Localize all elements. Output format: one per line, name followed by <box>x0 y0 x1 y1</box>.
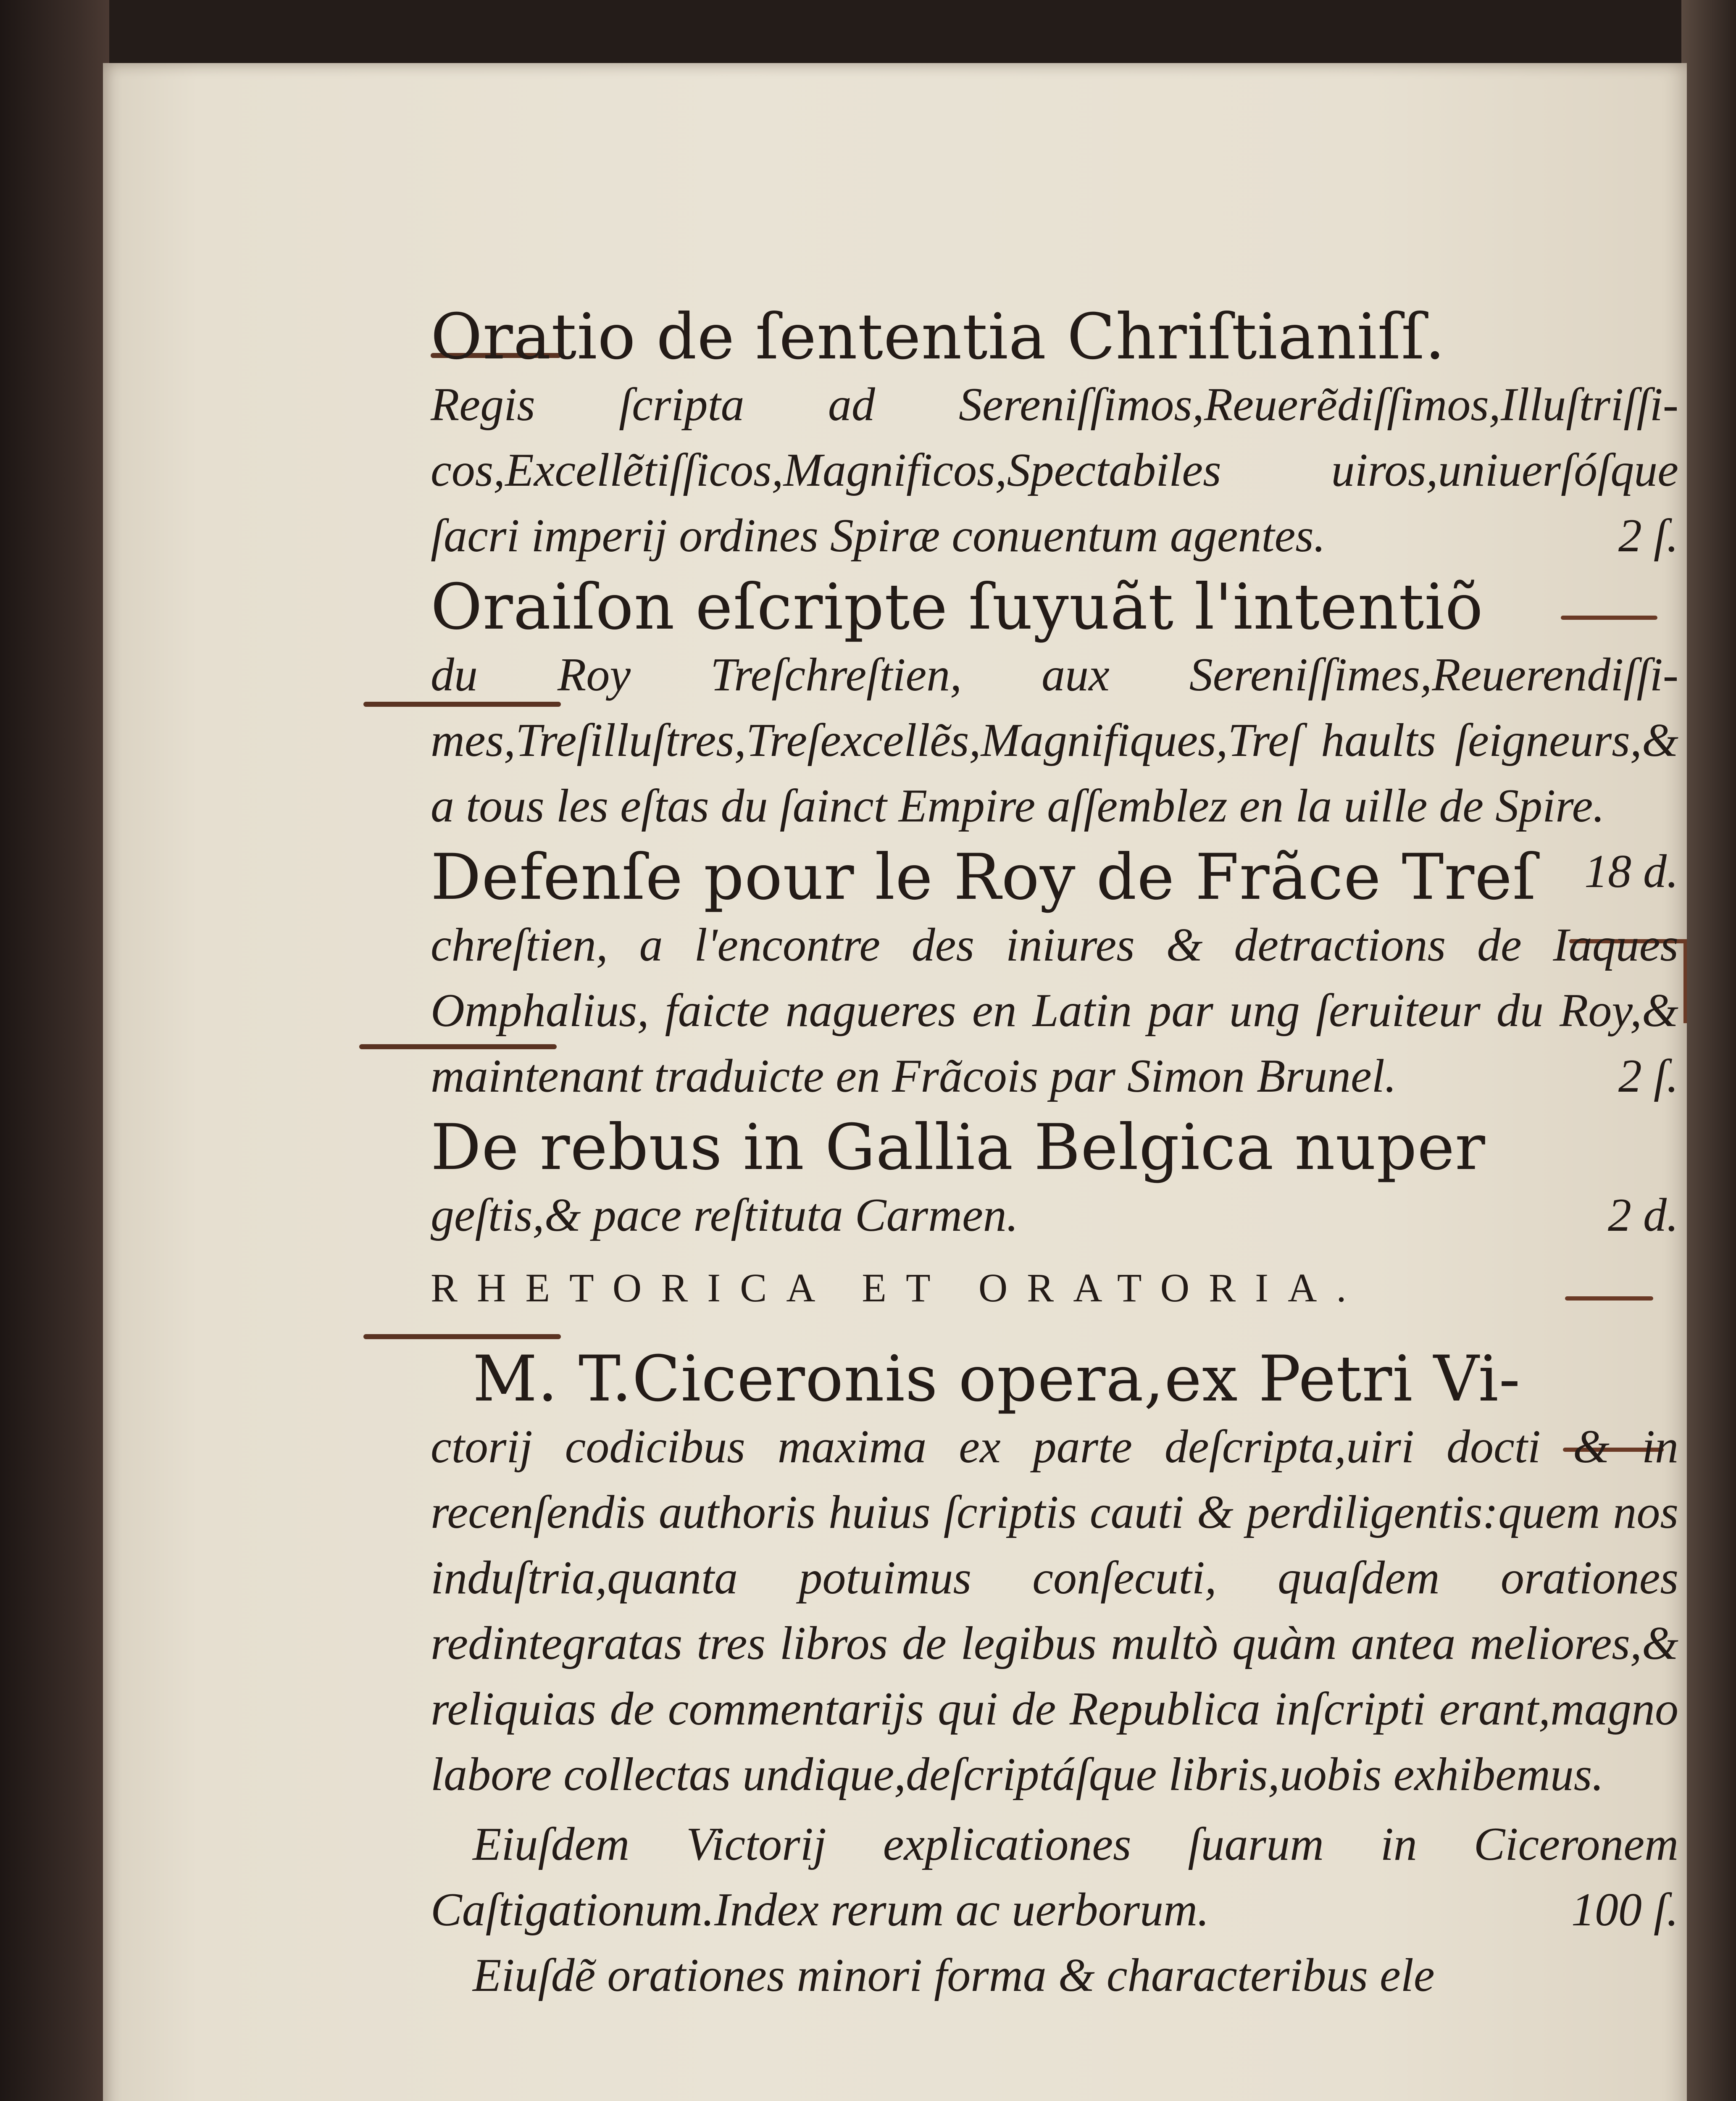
sub-entry <box>431 1811 1678 1943</box>
entry-price: 100 ſ. <box>1571 1884 1678 1936</box>
entry-heading: De rebus in Gallia Belgica nuper <box>431 1111 1486 1184</box>
book-page <box>103 63 1687 2101</box>
cover-left-edge <box>0 0 109 2101</box>
ink-mark-vertical <box>1683 939 1687 1023</box>
sub-entry-last-line: Eiuſdẽ orationes minori forma & characteribus ele <box>473 1949 1435 2001</box>
entry-heading: Oratio de ſententia Chriſtianiſſ. <box>431 300 1446 374</box>
cover-top-edge <box>0 0 1736 63</box>
page-text <box>431 300 1678 2008</box>
catalog-entry <box>431 843 1678 1109</box>
entry-text: geſtis,& pace reſtituta Carmen. <box>431 1189 1018 1241</box>
entry-price: 2 d. <box>1608 1189 1678 1241</box>
entry-body <box>431 372 1678 569</box>
sub-entry-text: Eiuſdem Victorij explicationes ſuarum in Ciceronem Caſtigationum.Index rerum ac uerborum. <box>431 1818 1678 1936</box>
entry-text: ctorij codicibus maxima ex parte deſcripta,uiri docti & in recenſendis authoris huius ſcriptis cauti & perdiligentis:quem nos induſtria,quanta potuimus conſecuti, quaſdem orationes redintegratas tres libros de legibus multò quàm antea meliores,& reliquias de commentarijs qui de Republica inſcripti erant,magno labore collectas undique,deſcriptáſque libris,uobis exhibemus. <box>431 1421 1678 1801</box>
entry-text: chreſtien, a l'encontre des iniures & detractions de Iaques Omphalius, faicte nagueres en Latin par ung ſeruiteur du Roy,& maintenant traduicte en Frãcois par Simon Brunel. <box>431 919 1678 1102</box>
catalog-entry <box>431 1345 1678 1807</box>
entry-heading: M. T.Ciceronis opera,ex Petri Vi- <box>473 1343 1521 1416</box>
entry-heading: Oraiſon eſcripte ſuyuãt l'intentiõ <box>431 571 1483 644</box>
catalog-entry <box>431 300 1678 569</box>
entry-text: Regis ſcripta ad Sereniſſimos,Reuerẽdiſſimos,Illuſtriſſicos,Excellẽtiſſicos,Magnificos,Spectabiles uiros,uniuerſóſque ſacri imperij ordines Spiræ conuentum agentes. <box>431 379 1678 562</box>
entry-text: du Roy Treſchreſtien, aux Sereniſſimes,Reuerendiſſimes,Treſilluſtres,Treſexcellẽs,Magnifiques,Treſ haults ſeigneurs,& a tous les eſtas du ſainct Empire aſſemblez en la uille de Spire. <box>431 649 1678 832</box>
section-heading: RHETORICA ET ORATORIA. <box>431 1265 1366 1310</box>
entry-price: 18 d. <box>1584 845 1678 898</box>
cover-right-edge <box>1681 0 1736 2101</box>
entry-body <box>431 912 1678 1109</box>
catalog-entry <box>431 1113 1678 1248</box>
entry-price: 2 ſ. <box>1618 1050 1678 1102</box>
entry-price: 2 ſ. <box>1618 510 1678 562</box>
entry-body <box>431 1182 1678 1248</box>
entry-heading: Defenſe pour le Roy de Frãce Treſ <box>431 841 1536 914</box>
